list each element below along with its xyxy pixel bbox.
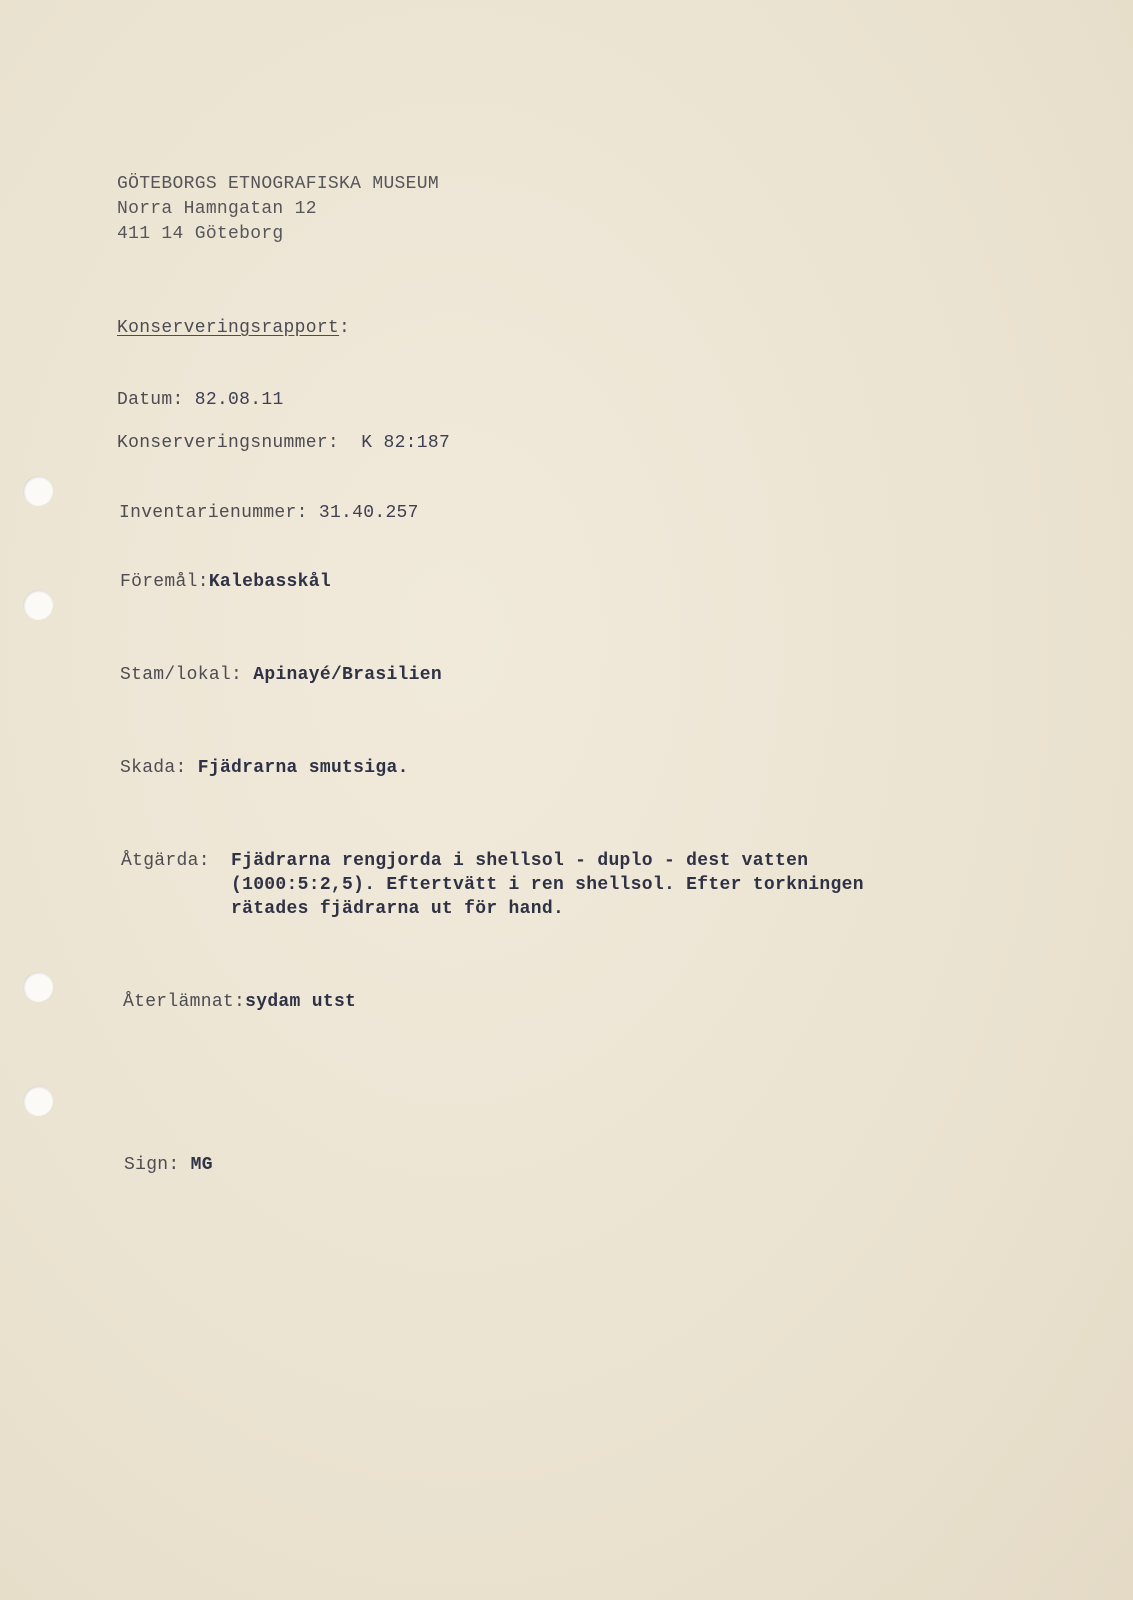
atgarda-line-1: Fjädrarna rengjorda i shellsol - duplo - dest vatten (231, 851, 809, 871)
foremal-row (120, 572, 331, 592)
skada-row (120, 758, 409, 778)
punch-hole-3 (23, 972, 53, 1002)
foremal-value: Kalebasskål (208, 572, 331, 592)
inventarienummer-row (119, 503, 419, 523)
inventarienummer-label: Inventarienummer: (119, 503, 308, 523)
stam-lokal-row (120, 665, 442, 685)
aterlamnat-row (123, 992, 356, 1012)
museum-name: GÖTEBORGS ETNOGRAFISKA MUSEUM (117, 174, 439, 194)
stam-lokal-value: Apinayé/Brasilien (253, 665, 442, 685)
atgarda-line-2: (1000:5:2,5). Eftertvätt i ren shellsol. Efter torkningen (231, 875, 864, 895)
sign-value: MG (190, 1155, 213, 1175)
atgarda-label: Åtgärda: (121, 851, 210, 871)
datum-value: 82.08.11 (194, 390, 284, 410)
konserveringsnummer-value: K 82:187 (361, 433, 451, 453)
skada-label: Skada: (120, 758, 187, 778)
konserveringsnummer-row (117, 433, 450, 453)
report-title-line (117, 318, 350, 338)
datum-label: Datum: (117, 390, 184, 410)
inventarienummer-value: 31.40.257 (318, 503, 419, 523)
museum-street: Norra Hamngatan 12 (117, 199, 317, 219)
sign-row (124, 1155, 213, 1175)
punch-hole-1 (23, 476, 53, 506)
museum-city: 411 14 Göteborg (117, 224, 284, 244)
foremal-label: Föremål: (120, 572, 209, 592)
stam-lokal-label: Stam/lokal: (120, 665, 243, 685)
report-title-colon: : (339, 318, 351, 338)
punch-hole-4 (23, 1086, 53, 1116)
konserveringsnummer-label: Konserveringsnummer: (117, 433, 340, 453)
atgarda-line-3: rätades fjädrarna ut för hand. (231, 899, 565, 919)
aterlamnat-label: Återlämnat: (123, 992, 246, 1012)
skada-value: Fjädrarna smutsiga. (197, 758, 409, 778)
report-title: Konserveringsrapport (117, 318, 340, 338)
datum-row (117, 390, 284, 410)
aterlamnat-value: sydam utst (245, 992, 357, 1012)
punch-hole-2 (23, 590, 53, 620)
sign-label: Sign: (124, 1155, 180, 1175)
